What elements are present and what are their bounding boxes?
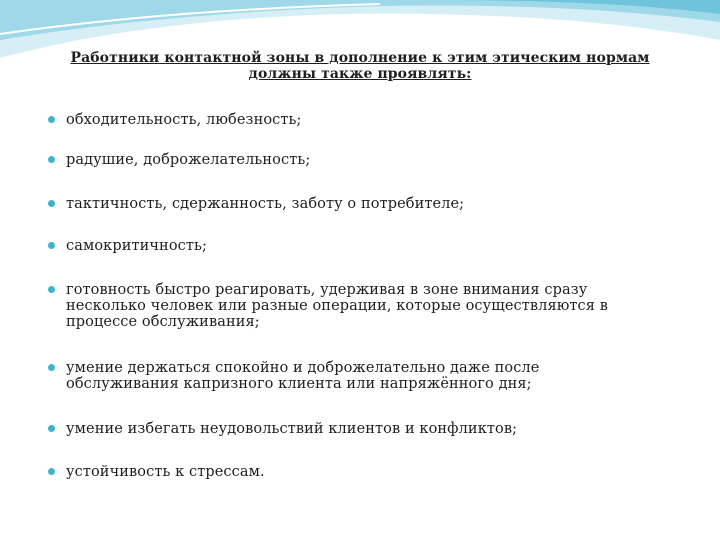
list-item-text: самокритичность;	[66, 238, 207, 254]
list-item-text: устойчивость к стрессам.	[66, 464, 265, 480]
list-item-text: обходительность, любезность;	[66, 112, 302, 128]
list-item-text: умение избегать неудовольствий клиентов и конфликтов;	[66, 421, 518, 437]
page-title: Работники контактной зоны в дополнение к этим этическим нормам должны также проявлять:	[70, 50, 650, 82]
bullet-icon	[48, 200, 55, 207]
list-item	[48, 196, 658, 212]
list-item	[48, 238, 658, 254]
bullet-icon	[48, 156, 55, 163]
bullet-icon	[48, 116, 55, 123]
bullet-icon	[48, 286, 55, 293]
bullet-icon	[48, 242, 55, 249]
list-item-text: радушие, доброжелательность;	[66, 152, 311, 168]
bullet-icon	[48, 364, 55, 371]
list-item-text: умение держаться спокойно и доброжелательно даже после обслуживания капризного клиента или напряжённого дня;	[66, 360, 540, 392]
bullet-icon	[48, 468, 55, 475]
list-item-text: тактичность, сдержанность, заботу о потребителе;	[66, 196, 465, 212]
list-item	[48, 112, 658, 128]
list-item	[48, 152, 658, 168]
list-item-text: готовность быстро реагировать, удерживая в зоне внимания сразу несколько человек или разные операции, которые осуществляются в процессе обслуживания;	[66, 282, 608, 330]
list-item	[48, 421, 658, 437]
list-item	[48, 464, 658, 480]
bullet-icon	[48, 425, 55, 432]
list-item	[48, 282, 658, 330]
list-item	[48, 360, 658, 392]
